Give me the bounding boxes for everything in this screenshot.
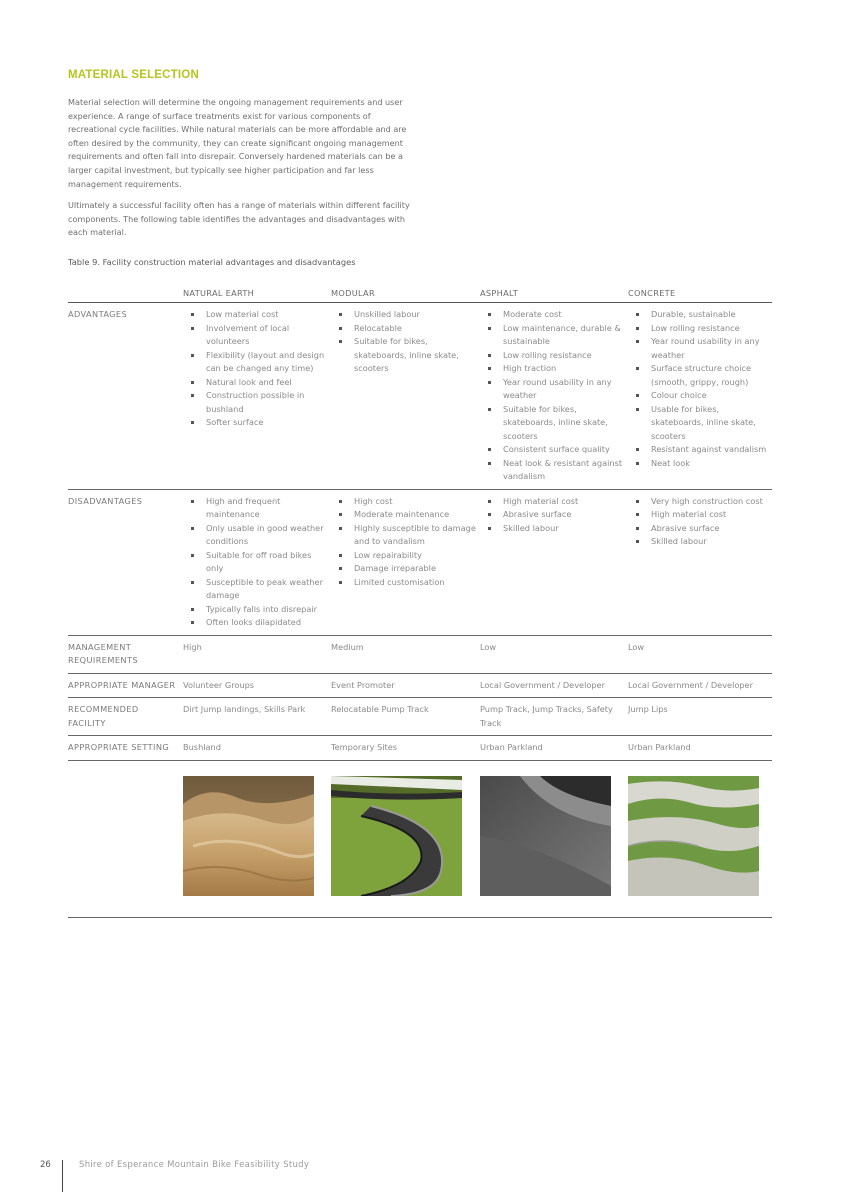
cell-manager-concrete: Local Government / Developer <box>628 673 772 698</box>
bullet-item: Low maintenance, durable & sustainable <box>488 322 624 349</box>
cell-disadvantages-concrete <box>628 489 772 635</box>
bullet-item: Surface structure choice (smooth, grippy, rough) <box>636 362 768 389</box>
cell-management-natural-earth: High <box>183 635 331 673</box>
bullet-list <box>331 308 476 376</box>
bullet-list <box>331 495 476 590</box>
bullet-item: Often looks dilapidated <box>191 616 327 630</box>
cell-manager-asphalt: Local Government / Developer <box>480 673 628 698</box>
bullet-list <box>628 308 768 470</box>
bullet-item: High traction <box>488 362 624 376</box>
header-asphalt: ASPHALT <box>480 284 628 303</box>
bullet-item: High material cost <box>488 495 624 509</box>
table-header-row <box>68 284 772 303</box>
bullet-item: Abrasive surface <box>636 522 768 536</box>
cell-setting-natural-earth: Bushland <box>183 736 331 761</box>
bullet-list <box>480 495 624 536</box>
asphalt-photo <box>480 776 611 896</box>
header-modular: MODULAR <box>331 284 480 303</box>
bullet-item: Suitable for bikes, skateboards, inline skate, scooters <box>488 403 624 444</box>
bullet-list <box>480 308 624 484</box>
cell-setting-modular: Temporary Sites <box>331 736 480 761</box>
bullet-item: Susceptible to peak weather damage <box>191 576 327 603</box>
natural-earth-photo <box>183 776 314 896</box>
photo-row-blank <box>68 760 183 917</box>
row-label-manager: APPROPRIATE MANAGER <box>68 673 183 698</box>
cell-facility-asphalt: Pump Track, Jump Tracks, Safety Track <box>480 698 628 736</box>
bullet-item: Neat look & resistant against vandalism <box>488 457 624 484</box>
cell-disadvantages-modular <box>331 489 480 635</box>
cell-facility-natural-earth: Dirt Jump landings, Skills Park <box>183 698 331 736</box>
intro-text <box>68 96 413 248</box>
cell-management-modular: Medium <box>331 635 480 673</box>
table-row-advantages <box>68 303 772 490</box>
row-label-advantages: ADVANTAGES <box>68 303 183 490</box>
bullet-item: Durable, sustainable <box>636 308 768 322</box>
bullet-item: Softer surface <box>191 416 327 430</box>
bullet-item: High material cost <box>636 508 768 522</box>
cell-disadvantages-natural-earth <box>183 489 331 635</box>
row-label-disadvantages: DISADVANTAGES <box>68 489 183 635</box>
header-concrete: CONCRETE <box>628 284 772 303</box>
header-blank <box>68 284 183 303</box>
cell-setting-concrete: Urban Parkland <box>628 736 772 761</box>
cell-advantages-asphalt <box>480 303 628 490</box>
cell-manager-modular: Event Promoter <box>331 673 480 698</box>
bullet-item: Colour choice <box>636 389 768 403</box>
row-label-management: MANAGEMENT REQUIREMENTS <box>68 635 183 673</box>
bullet-list <box>183 495 327 630</box>
cell-management-asphalt: Low <box>480 635 628 673</box>
bullet-item: Abrasive surface <box>488 508 624 522</box>
bullet-item: Relocatable <box>339 322 476 336</box>
cell-facility-modular: Relocatable Pump Track <box>331 698 480 736</box>
footer-divider <box>62 1160 63 1192</box>
bullet-item: Natural look and feel <box>191 376 327 390</box>
table-caption: Table 9. Facility construction material advantages and disadvantages <box>68 257 356 267</box>
cell-management-concrete: Low <box>628 635 772 673</box>
section-heading: MATERIAL SELECTION <box>68 69 199 81</box>
bullet-item: Year round usability in any weather <box>636 335 768 362</box>
cell-advantages-modular <box>331 303 480 490</box>
cell-manager-natural-earth: Volunteer Groups <box>183 673 331 698</box>
table-row-setting <box>68 736 772 761</box>
bullet-item: Low rolling resistance <box>636 322 768 336</box>
bullet-item: High and frequent maintenance <box>191 495 327 522</box>
cell-photo-concrete <box>628 760 772 917</box>
bullet-item: Suitable for off road bikes only <box>191 549 327 576</box>
bullet-item: Year round usability in any weather <box>488 376 624 403</box>
cell-photo-modular <box>331 760 480 917</box>
table-row-management <box>68 635 772 673</box>
footer-title: Shire of Esperance Mountain Bike Feasibility Study <box>79 1160 310 1170</box>
bullet-item: Moderate cost <box>488 308 624 322</box>
page-number: 26 <box>40 1160 51 1170</box>
table-row-photos <box>68 760 772 917</box>
bullet-item: Very high construction cost <box>636 495 768 509</box>
row-label-setting: APPROPRIATE SETTING <box>68 736 183 761</box>
cell-photo-natural-earth <box>183 760 331 917</box>
bullet-item: Highly susceptible to damage and to vandalism <box>339 522 476 549</box>
bullet-item: Damage irreparable <box>339 562 476 576</box>
bullet-item: Moderate maintenance <box>339 508 476 522</box>
bullet-item: Construction possible in bushland <box>191 389 327 416</box>
table-row-manager <box>68 673 772 698</box>
cell-advantages-concrete <box>628 303 772 490</box>
bullet-item: Skilled labour <box>488 522 624 536</box>
bullet-item: Only usable in good weather conditions <box>191 522 327 549</box>
table-row-facility <box>68 698 772 736</box>
bullet-list <box>628 495 768 549</box>
bullet-item: Unskilled labour <box>339 308 476 322</box>
bullet-item: Involvement of local volunteers <box>191 322 327 349</box>
row-label-facility: RECOMMENDED FACILITY <box>68 698 183 736</box>
bullet-item: High cost <box>339 495 476 509</box>
bullet-list <box>183 308 327 430</box>
header-natural-earth: NATURAL EARTH <box>183 284 331 303</box>
bullet-item: Typically falls into disrepair <box>191 603 327 617</box>
bullet-item: Resistant against vandalism <box>636 443 768 457</box>
modular-photo <box>331 776 462 896</box>
cell-disadvantages-asphalt <box>480 489 628 635</box>
bullet-item: Consistent surface quality <box>488 443 624 457</box>
bullet-item: Neat look <box>636 457 768 471</box>
cell-facility-concrete: Jump Lips <box>628 698 772 736</box>
bullet-item: Flexibility (layout and design can be changed any time) <box>191 349 327 376</box>
bullet-item: Limited customisation <box>339 576 476 590</box>
intro-paragraph-2: Ultimately a successful facility often has a range of materials within different facility components. The following table identifies the advantages and disadvantages with each material. <box>68 200 410 238</box>
bullet-item: Low material cost <box>191 308 327 322</box>
intro-paragraph-1: Material selection will determine the ongoing management requirements and user experience. A range of surface treatments exist for various components of recreational cycle facilities. While natural materials can be more affordable and are often desired by the community, they can create significant ongoing management requirements and often fall into disrepair. Conversely hardened materials can be a larger capital investment, but typically see higher participation and far less management requirements. <box>68 97 407 189</box>
bullet-item: Suitable for bikes, skateboards, inline skate, scooters <box>339 335 476 376</box>
bullet-item: Low repairability <box>339 549 476 563</box>
bullet-item: Skilled labour <box>636 535 768 549</box>
bullet-item: Low rolling resistance <box>488 349 624 363</box>
cell-photo-asphalt <box>480 760 628 917</box>
material-comparison-table <box>68 284 772 918</box>
cell-advantages-natural-earth <box>183 303 331 490</box>
table-row-disadvantages <box>68 489 772 635</box>
cell-setting-asphalt: Urban Parkland <box>480 736 628 761</box>
bullet-item: Usable for bikes, skateboards, inline skate, scooters <box>636 403 768 444</box>
concrete-photo <box>628 776 759 896</box>
